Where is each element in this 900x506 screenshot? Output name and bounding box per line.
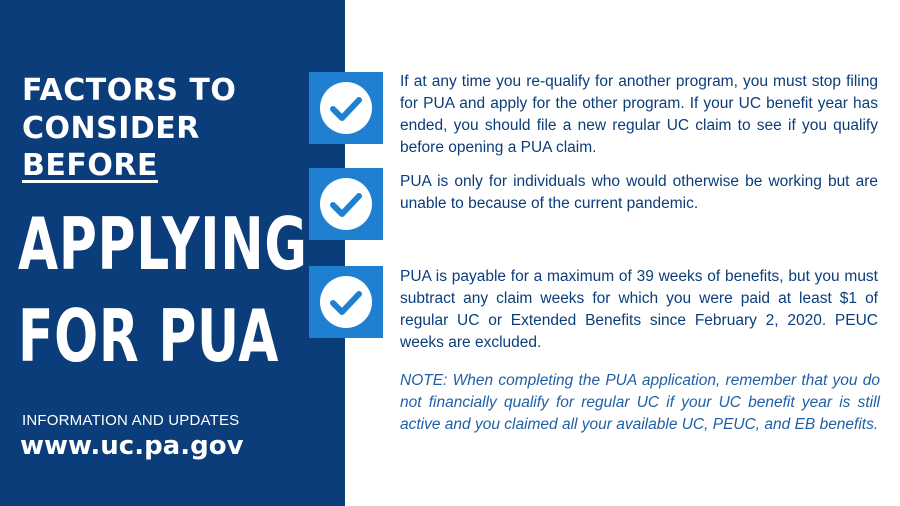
heading-before: BEFORE <box>22 148 158 183</box>
check-circle-icon <box>319 275 373 329</box>
left-panel <box>0 0 345 506</box>
factor-paragraph-3: PUA is payable for a maximum of 39 weeks of benefits, but you must subtract any claim weeks for which you were paid at least $1 of regular UC or Extended Benefits since February 2, 2020. PEUC weeks are excluded. <box>400 268 878 351</box>
check-circle-icon <box>319 81 373 135</box>
check-circle-icon <box>319 177 373 231</box>
heading-for-pua: FOR PUA <box>18 294 280 378</box>
heading-applying: APPLYING <box>18 202 308 286</box>
heading-factors-to: FACTORS TO <box>22 73 237 108</box>
factor-paragraph-1: If at any time you re-qualify for another program, you must stop filing for PUA and apply for the other program. If your UC benefit year has ended, you should file a new regular UC claim to see if you qualify before opening a PUA claim. <box>400 73 878 156</box>
website-url[interactable]: www.uc.pa.gov <box>20 431 244 461</box>
note-paragraph: NOTE: When completing the PUA application, remember that you do not financially qualify for regular UC if your UC benefit year is still active and you claimed all your available UC, PEUC, and EB benefits. <box>400 372 880 433</box>
checkmark-box-1 <box>309 72 383 144</box>
factor-paragraph-2: PUA is only for individuals who would otherwise be working but are unable to because of the current pandemic. <box>400 173 878 212</box>
info-label: INFORMATION AND UPDATES <box>22 412 240 429</box>
heading-consider: CONSIDER <box>22 111 200 146</box>
checkmark-box-2 <box>309 168 383 240</box>
checkmark-box-3 <box>309 266 383 338</box>
